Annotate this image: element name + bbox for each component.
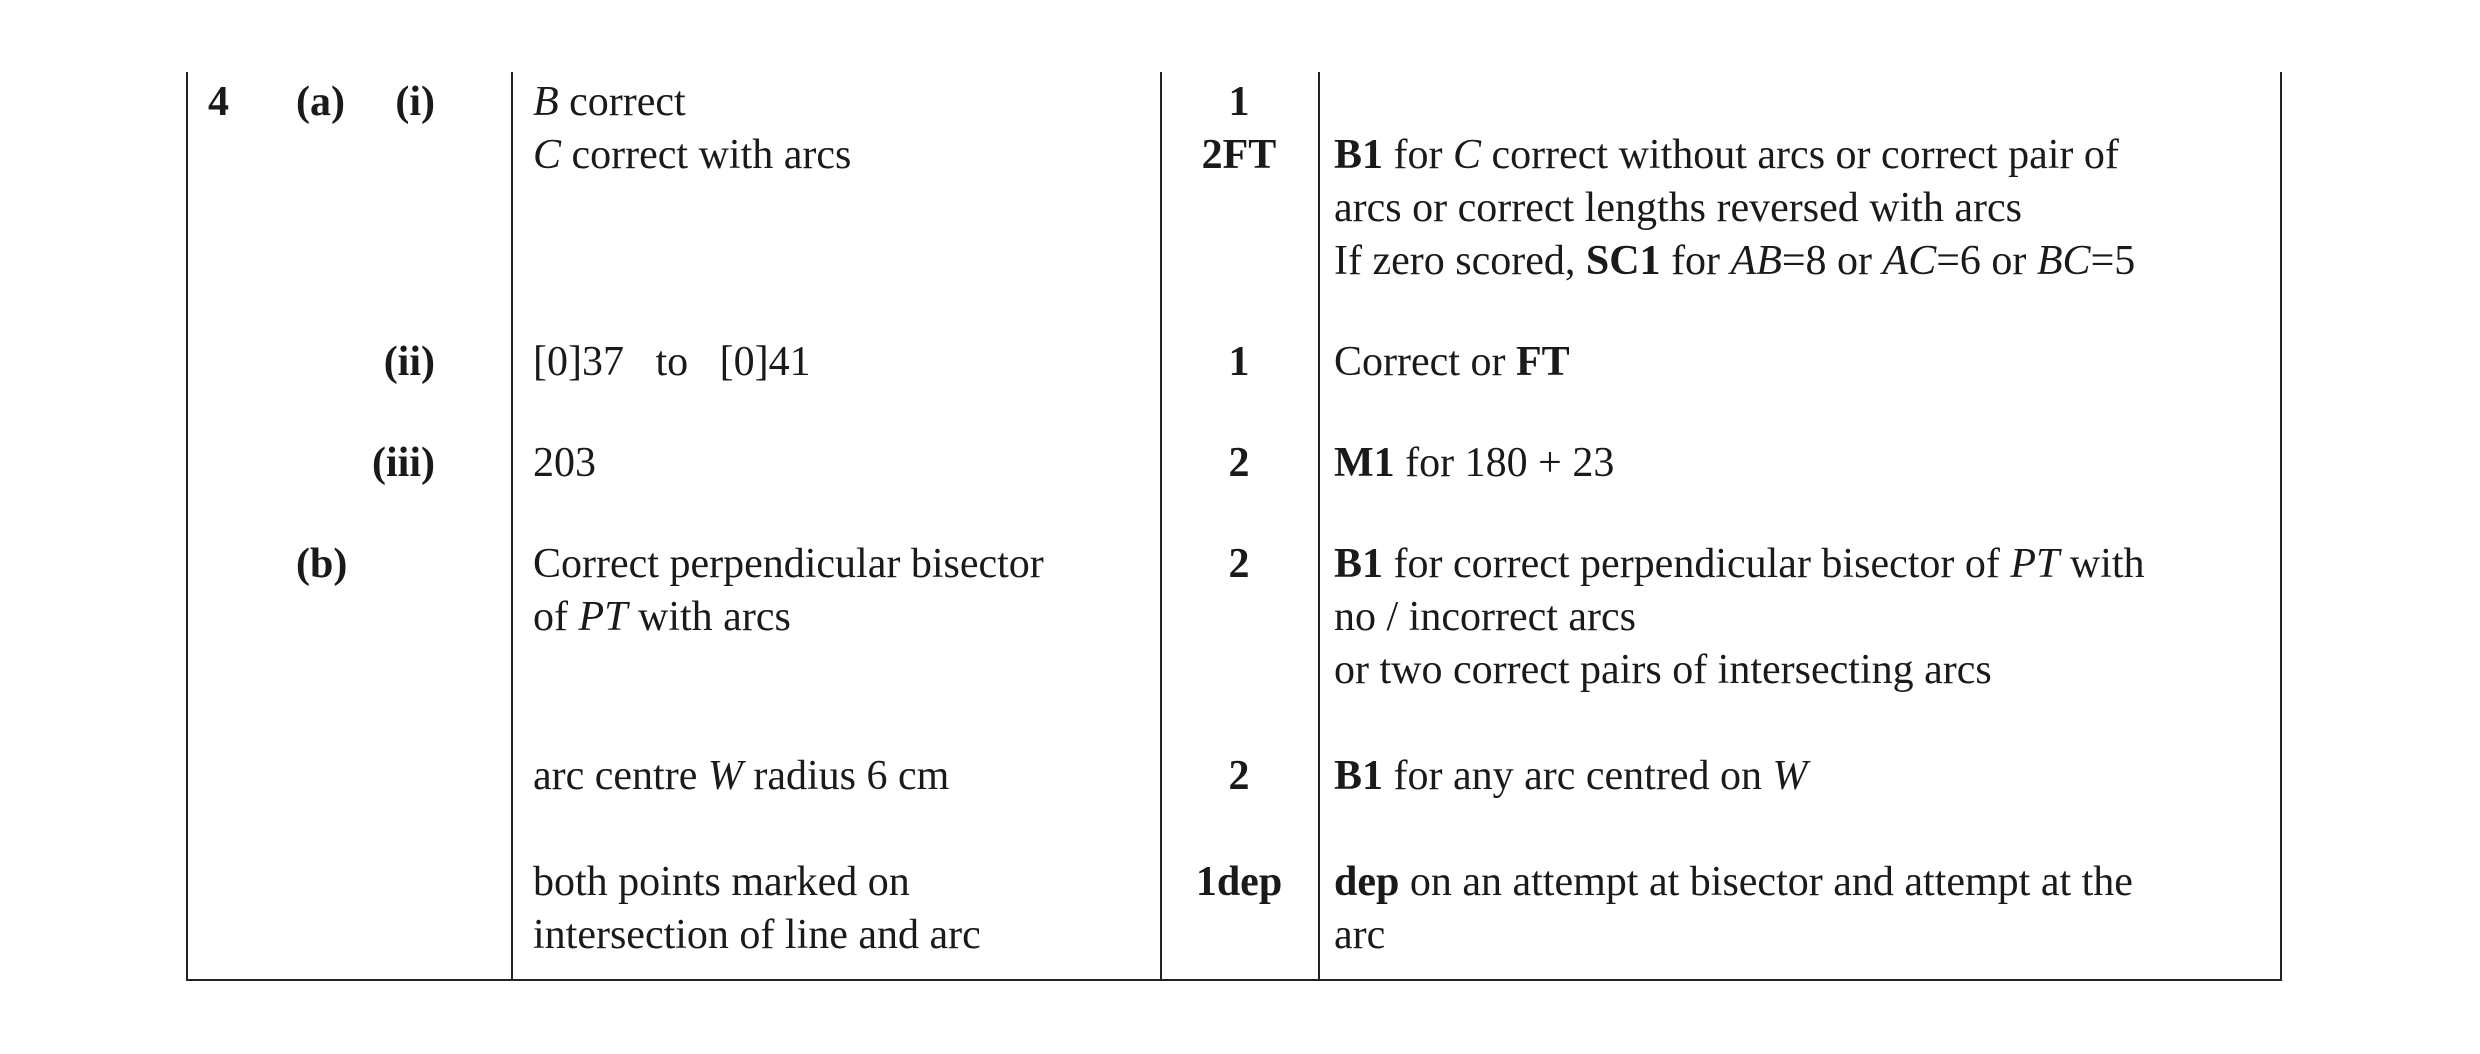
answer-b-2: arc centre W radius 6 cm	[533, 753, 950, 799]
guidance-b-3-line1: dep on an attempt at bisector and attempt at the	[1334, 859, 2133, 905]
answer-b-1-line1: Correct perpendicular bisector	[533, 541, 1044, 587]
guidance-b-3-line2: arc	[1334, 912, 1386, 958]
table-border-right	[2280, 72, 2282, 981]
mark-a-i-1: 1	[1228, 79, 1250, 125]
answer-b-3-line1: both points marked on	[533, 859, 910, 905]
subpart-i-label: (i)	[395, 79, 435, 125]
guidance-b-1-line3: or two correct pairs of intersecting arcs	[1334, 647, 1992, 693]
mark-b-3: 1dep	[1195, 859, 1283, 905]
part-b-label: (b)	[296, 541, 348, 587]
answer-a-ii: [0]37 to [0]41	[533, 339, 811, 385]
column-divider-mark	[1160, 72, 1162, 981]
question-number: 4	[208, 79, 229, 125]
answer-b-3-line2: intersection of line and arc	[533, 912, 981, 958]
column-divider-answer	[511, 72, 513, 981]
mark-a-ii: 1	[1228, 339, 1250, 385]
subpart-ii-label: (ii)	[383, 339, 435, 385]
answer-b-1-line2: of PT with arcs	[533, 594, 791, 640]
guidance-a-i-line1: B1 for C correct without arcs or correct pair of	[1334, 132, 2119, 178]
guidance-b-1-line1: B1 for correct perpendicular bisector of PT with	[1334, 541, 2145, 587]
mark-a-iii: 2	[1228, 440, 1250, 486]
table-border-left	[186, 72, 188, 981]
answer-a-iii: 203	[533, 440, 596, 486]
answer-a-i-line2: C correct with arcs	[533, 132, 852, 178]
mark-b-2: 2	[1228, 753, 1250, 799]
subpart-iii-label: (iii)	[372, 440, 435, 486]
guidance-b-1-line2: no / incorrect arcs	[1334, 594, 1637, 640]
guidance-a-ii: Correct or FT	[1334, 339, 1570, 385]
var-b: B	[533, 79, 559, 125]
guidance-a-i-line3: If zero scored, SC1 for AB=8 or AC=6 or BC=5	[1334, 238, 2136, 284]
guidance-b-2: B1 for any arc centred on W	[1334, 753, 1808, 799]
guidance-a-i-line2: arcs or correct lengths reversed with arcs	[1334, 185, 2023, 231]
part-a-label: (a)	[296, 79, 345, 125]
mark-a-i-2: 2FT	[1201, 132, 1277, 178]
guidance-a-iii: M1 for 180 + 23	[1334, 440, 1615, 486]
table-border-bottom	[186, 979, 2282, 981]
answer-a-i-line1: B correct	[533, 79, 686, 125]
var-c: C	[533, 132, 562, 178]
column-divider-guidance	[1318, 72, 1320, 981]
mark-b-1: 2	[1228, 541, 1250, 587]
